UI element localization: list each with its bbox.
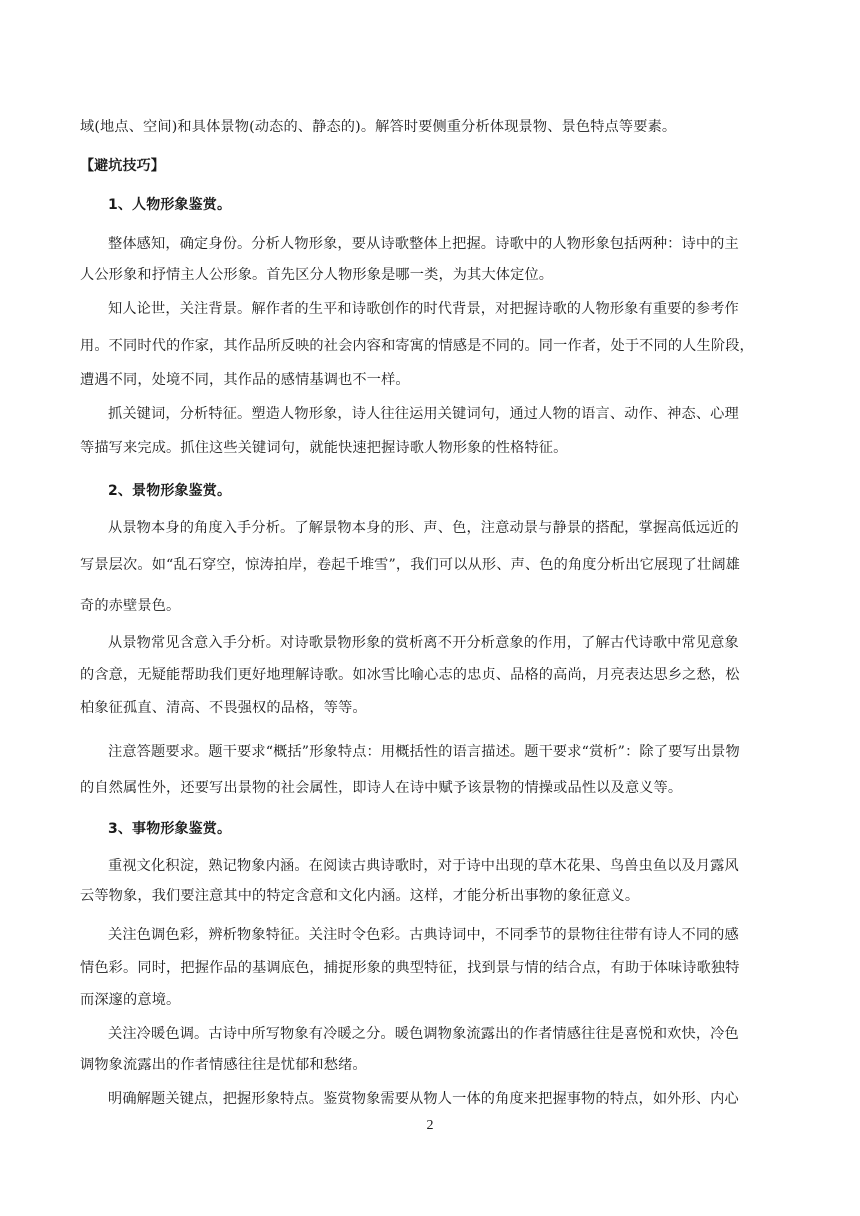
text-line: 调物象流露出的作者情感往往是忧郁和愁绪。 [80, 1057, 367, 1073]
text-line: 域(地点、空间)和具体景物(动态的、静态的)。解答时要侧重分析体现景物、景色特点等要素。 [80, 119, 677, 135]
text-line: 明确解题关键点，把握形象特点。鉴赏物象需要从物人一体的角度来把握事物的特点，如外形、内心 [108, 1091, 739, 1107]
text-line: 整体感知，确定身份。分析人物形象，要从诗歌整体上把握。诗歌中的人物形象包括两种：诗中的主 [108, 236, 739, 252]
text-line: 等描写来完成。抓住这些关键词句，就能快速把握诗歌人物形象的性格特征。 [80, 440, 568, 456]
section-heading: 【避坑技巧】 [80, 158, 165, 174]
text-line: 遭遇不同，处境不同，其作品的感情基调也不一样。 [80, 372, 410, 388]
text-line: 的自然属性外，还要写出景物的社会属性，即诗人在诗中赋予该景物的情操或品性以及意义等。 [80, 780, 683, 796]
text-line: 情色彩。同时，把握作品的基调底色，捕捉形象的典型特征，找到景与情的结合点，有助于体味诗歌独特 [80, 960, 740, 976]
text-line: 的含意，无疑能帮助我们更好地理解诗歌。如冰雪比喻心志的忠贞、品格的高尚，月亮表达思乡之愁，松 [80, 667, 740, 683]
text-line: 而深邃的意境。 [80, 992, 181, 1008]
text-line: 抓关键词，分析特征。塑造人物形象，诗人往往运用关键词句，通过人物的语言、动作、神态、心理 [108, 406, 739, 422]
text-line: 奇的赤壁景色。 [80, 598, 181, 614]
text-line: 写景层次。如“乱石穿空，惊涛拍岸，卷起千堆雪”，我们可以从形、声、色的角度分析出它展现了壮阔雄 [80, 557, 740, 573]
text-line: 重视文化积淀，熟记物象内涵。在阅读古典诗歌时，对于诗中出现的草木花果、鸟兽虫鱼以及月露风 [108, 858, 739, 874]
subsection-title: 1、人物形象鉴赏。 [108, 197, 232, 213]
text-line: 关注冷暖色调。古诗中所写物象有冷暖之分。暖色调物象流露出的作者情感往往是喜悦和欢快，冷色 [108, 1026, 739, 1042]
text-line: 从景物本身的角度入手分析。了解景物本身的形、声、色，注意动景与静景的搭配，掌握高低远近的 [108, 520, 739, 536]
text-line: 注意答题要求。题干要求“概括”形象特点：用概括性的语言描述。题干要求“赏析”：除了要写出景物 [108, 744, 740, 760]
text-line: 用。不同时代的作家，其作品所反映的社会内容和寄寓的情感是不同的。同一作者，处于不同的人生阶段， [80, 338, 754, 354]
subsection-title: 2、景物形象鉴赏。 [108, 483, 232, 499]
text-line: 关注色调色彩，辨析物象特征。关注时令色彩。古典诗词中，不同季节的景物往往带有诗人不同的感 [108, 927, 739, 943]
text-line: 知人论世，关注背景。解作者的生平和诗歌创作的时代背景，对把握诗歌的人物形象有重要的参考作 [108, 301, 739, 317]
text-line: 柏象征孤直、清高、不畏强权的品格，等等。 [80, 700, 367, 716]
subsection-title: 3、事物形象鉴赏。 [108, 821, 232, 837]
text-line: 云等物象，我们要注意其中的特定含意和文化内涵。这样，才能分析出事物的象征意义。 [80, 888, 640, 904]
text-line: 人公形象和抒情主人公形象。首先区分人物形象是哪一类，为其大体定位。 [80, 267, 554, 283]
page-number: 2 [426, 1118, 434, 1133]
text-line: 从景物常见含意入手分析。对诗歌景物形象的赏析离不开分析意象的作用，了解古代诗歌中常见意象 [108, 635, 739, 651]
